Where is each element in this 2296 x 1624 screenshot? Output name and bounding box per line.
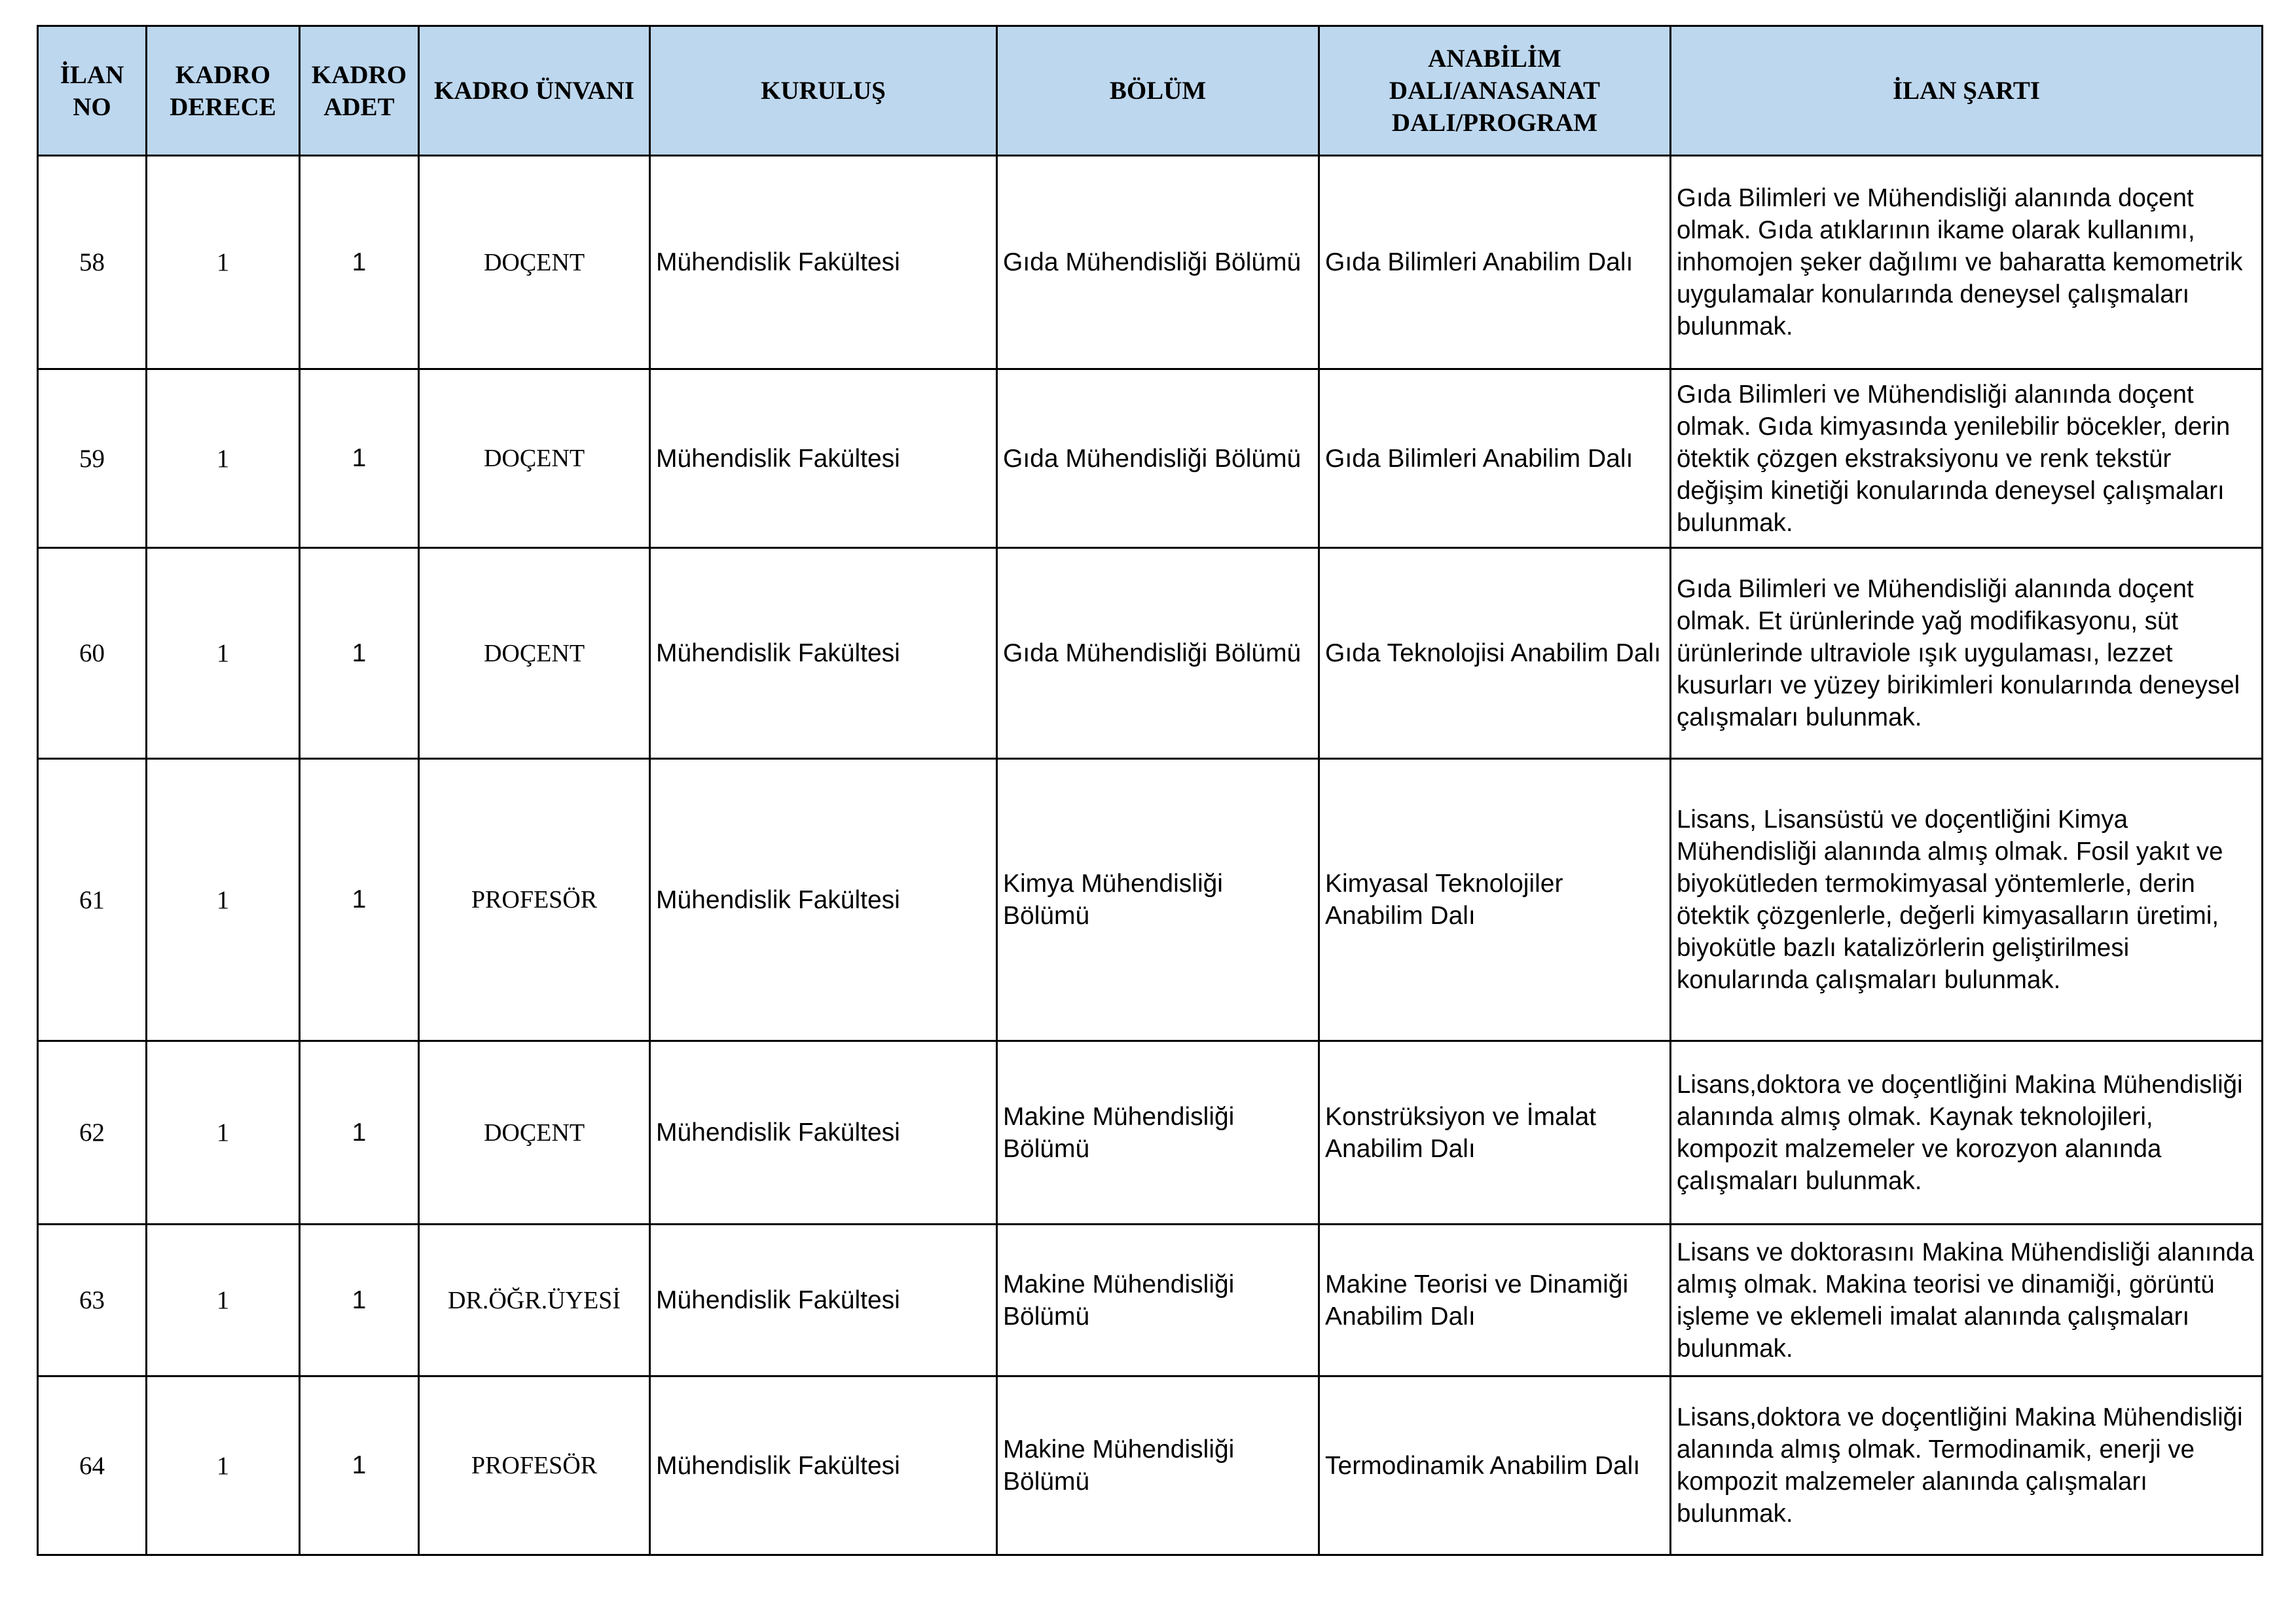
cell-kadro-adet: 1 <box>300 759 419 1041</box>
cell-anabilim-dali: Gıda Bilimleri Anabilim Dalı <box>1319 156 1671 369</box>
cell-kurulus: Mühendislik Fakültesi <box>650 1225 997 1376</box>
cell-kadro-unvani: DOÇENT <box>419 548 650 759</box>
cell-ilan-sarti: Gıda Bilimleri ve Mühendisliği alanında doçent olmak. Gıda atıklarının ikame olarak kullanımı, inhomojen şeker dağılımı ve baharatta kemometrik uygulamalar konularında deneysel çalışmaları bulunmak. <box>1671 156 2263 369</box>
cell-kurulus: Mühendislik Fakültesi <box>650 369 997 548</box>
cell-kadro-derece: 1 <box>147 759 300 1041</box>
cell-ilan-sarti: Lisans,doktora ve doçentliğini Makina Mühendisliği alanında almış olmak. Kaynak teknolojileri, kompozit malzemeler ve korozyon alanında çalışmaları bulunmak. <box>1671 1041 2263 1225</box>
cell-ilan-sarti: Lisans ve doktorasını Makina Mühendisliği alanında almış olmak. Makina teorisi ve dinamiği, görüntü işleme ve eklemeli imalat alanında çalışmaları bulunmak. <box>1671 1225 2263 1376</box>
cell-kadro-adet: 1 <box>300 548 419 759</box>
cell-kadro-adet: 1 <box>300 1225 419 1376</box>
header-kadro-adet: KADRO ADET <box>300 26 419 156</box>
header-kadro-derece: KADRO DERECE <box>147 26 300 156</box>
cell-ilan-sarti: Lisans,doktora ve doçentliğini Makina Mühendisliği alanında almış olmak. Termodinamik, enerji ve kompozit malzemeler alanında çalışmaları bulunmak. <box>1671 1376 2263 1555</box>
cell-anabilim-dali: Termodinamik Anabilim Dalı <box>1319 1376 1671 1555</box>
cell-kurulus: Mühendislik Fakültesi <box>650 759 997 1041</box>
header-bolum: BÖLÜM <box>997 26 1319 156</box>
cell-kadro-unvani: DR.ÖĞR.ÜYESİ <box>419 1225 650 1376</box>
cell-kadro-adet: 1 <box>300 1376 419 1555</box>
cell-ilan-no: 63 <box>38 1225 147 1376</box>
ilan-table <box>37 25 2263 1556</box>
cell-ilan-no: 60 <box>38 548 147 759</box>
cell-anabilim-dali: Makine Teorisi ve Dinamiği Anabilim Dalı <box>1319 1225 1671 1376</box>
cell-ilan-no: 61 <box>38 759 147 1041</box>
table-row <box>38 1376 2263 1555</box>
table-row <box>38 1041 2263 1225</box>
header-ilan-no: İLAN NO <box>38 26 147 156</box>
cell-kadro-derece: 1 <box>147 369 300 548</box>
cell-ilan-no: 58 <box>38 156 147 369</box>
table-row <box>38 759 2263 1041</box>
cell-bolum: Makine Mühendisliği Bölümü <box>997 1376 1319 1555</box>
cell-kadro-unvani: PROFESÖR <box>419 1376 650 1555</box>
cell-ilan-sarti: Gıda Bilimleri ve Mühendisliği alanında doçent olmak. Et ürünlerinde yağ modifikasyonu, süt ürünlerinde ultraviole ışık uygulaması, lezzet kusurları ve yüzey birikimleri konularında deneysel çalışmaları bulunmak. <box>1671 548 2263 759</box>
cell-kadro-unvani: DOÇENT <box>419 369 650 548</box>
cell-kadro-adet: 1 <box>300 156 419 369</box>
table-row <box>38 156 2263 369</box>
cell-anabilim-dali: Konstrüksiyon ve İmalat Anabilim Dalı <box>1319 1041 1671 1225</box>
table-row <box>38 1225 2263 1376</box>
cell-ilan-no: 62 <box>38 1041 147 1225</box>
table-row <box>38 369 2263 548</box>
cell-kurulus: Mühendislik Fakültesi <box>650 1376 997 1555</box>
cell-kadro-derece: 1 <box>147 1225 300 1376</box>
cell-kurulus: Mühendislik Fakültesi <box>650 548 997 759</box>
cell-kadro-unvani: DOÇENT <box>419 1041 650 1225</box>
cell-bolum: Gıda Mühendisliği Bölümü <box>997 369 1319 548</box>
cell-kadro-unvani: DOÇENT <box>419 156 650 369</box>
cell-kadro-derece: 1 <box>147 156 300 369</box>
cell-kadro-derece: 1 <box>147 548 300 759</box>
cell-anabilim-dali: Kimyasal Teknolojiler Anabilim Dalı <box>1319 759 1671 1041</box>
cell-kurulus: Mühendislik Fakültesi <box>650 1041 997 1225</box>
cell-kadro-derece: 1 <box>147 1041 300 1225</box>
cell-kadro-adet: 1 <box>300 1041 419 1225</box>
cell-anabilim-dali: Gıda Teknolojisi Anabilim Dalı <box>1319 548 1671 759</box>
cell-bolum: Makine Mühendisliği Bölümü <box>997 1225 1319 1376</box>
table-row <box>38 548 2263 759</box>
cell-bolum: Kimya Mühendisliği Bölümü <box>997 759 1319 1041</box>
header-anabilim-dali: ANABİLİM DALI/ANASANAT DALI/PROGRAM <box>1319 26 1671 156</box>
cell-kadro-unvani: PROFESÖR <box>419 759 650 1041</box>
cell-ilan-no: 64 <box>38 1376 147 1555</box>
cell-anabilim-dali: Gıda Bilimleri Anabilim Dalı <box>1319 369 1671 548</box>
cell-ilan-no: 59 <box>38 369 147 548</box>
cell-bolum: Gıda Mühendisliği Bölümü <box>997 548 1319 759</box>
cell-kadro-adet: 1 <box>300 369 419 548</box>
header-ilan-sarti: İLAN ŞARTI <box>1671 26 2263 156</box>
cell-bolum: Gıda Mühendisliği Bölümü <box>997 156 1319 369</box>
header-kadro-unvani: KADRO ÜNVANI <box>419 26 650 156</box>
header-kurulus: KURULUŞ <box>650 26 997 156</box>
cell-kadro-derece: 1 <box>147 1376 300 1555</box>
cell-bolum: Makine Mühendisliği Bölümü <box>997 1041 1319 1225</box>
header-row <box>38 26 2263 156</box>
cell-kurulus: Mühendislik Fakültesi <box>650 156 997 369</box>
cell-ilan-sarti: Lisans, Lisansüstü ve doçentliğini Kimya Mühendisliği alanında almış olmak. Fosil yakıt ve biyokütleden termokimyasal yöntemlerle, derin ötektik çözgenlerle, değerli kimyasalların üretimi, biyokütle bazlı katalizörlerin geliştirilmesi konularında çalışmaları bulunmak. <box>1671 759 2263 1041</box>
cell-ilan-sarti: Gıda Bilimleri ve Mühendisliği alanında doçent olmak. Gıda kimyasında yenilebilir böcekler, derin ötektik çözgen ekstraksiyonu ve renk tekstür değişim kinetiği konularında deneysel çalışmaları bulunmak. <box>1671 369 2263 548</box>
